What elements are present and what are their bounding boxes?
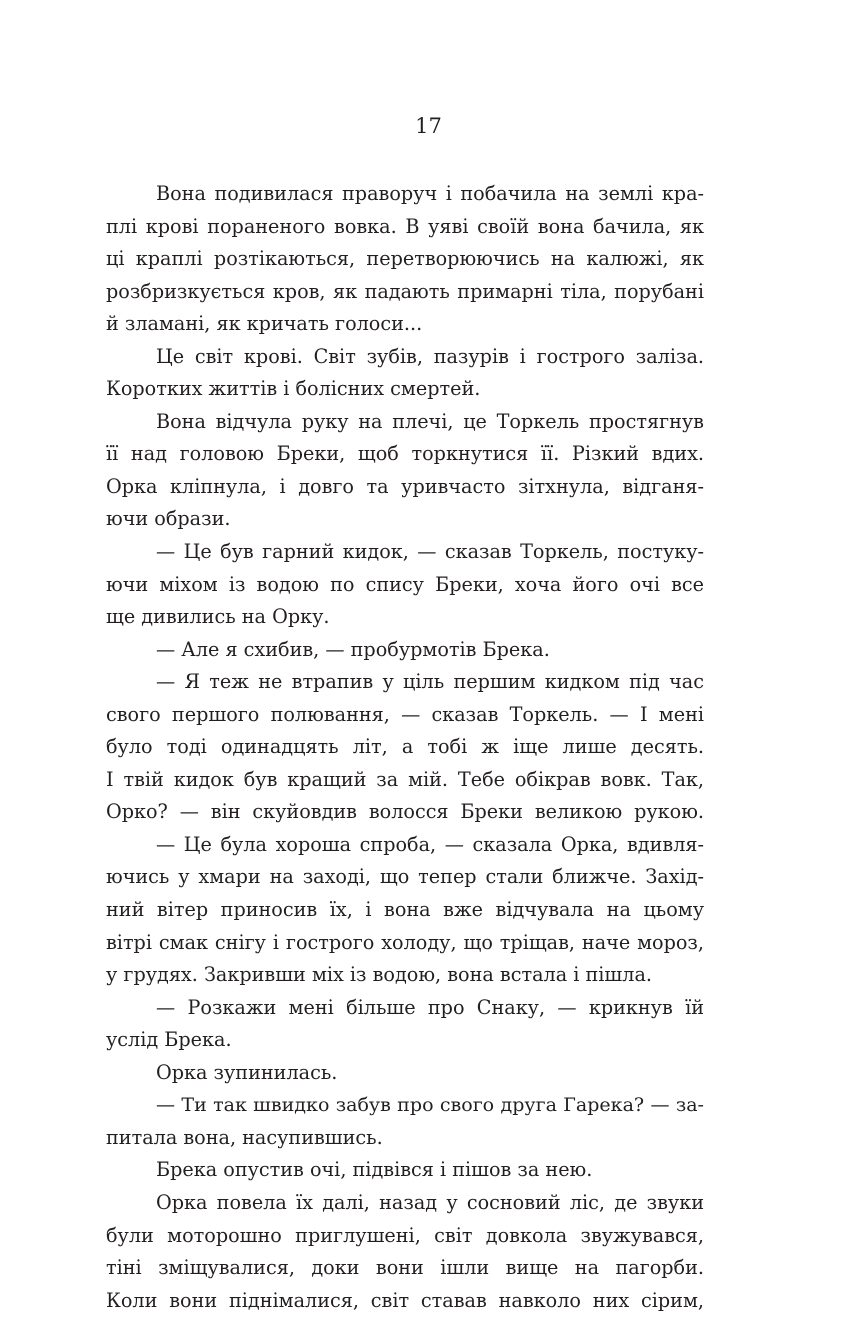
- text-line: було тоді одинадцять літ, а тобі ж іще лише десять.: [106, 735, 704, 759]
- text-line: Вона подивилася праворуч і побачила на землі кра-: [156, 182, 704, 205]
- text-line: ще дивились на Орку.: [106, 605, 330, 629]
- body-text: [106, 178, 704, 1317]
- text-line: Вона відчула руку на плечі, це Торкель простягнув: [156, 409, 704, 433]
- text-line: ючись у хмари на заході, що тепер стали ближче. Захід-: [106, 865, 704, 889]
- text-line: І твій кидок був кращий за мій. Тебе обікрав вовк. Так,: [106, 767, 704, 791]
- text-line: у грудях. Закривши міх із водою, вона встала і пішла.: [106, 963, 652, 987]
- text-line: — Ти так швидко забув про свого друга Гарека? — за-: [156, 1094, 704, 1117]
- text-line: питала вона, насупившись.: [106, 1125, 383, 1149]
- text-line: услід Брека.: [106, 1028, 232, 1052]
- text-line: — Але я схибив, — пробурмотів Брека.: [156, 637, 550, 661]
- text-line: — Це була хороша спроба, — сказала Орка, вдивля-: [156, 832, 704, 856]
- text-line: Орка повела їх далі, назад у сосновий ліс, де звуки: [156, 1190, 704, 1214]
- text-line: розбризкується кров, як падають примарні тіла, порубані: [106, 279, 704, 303]
- text-line: вітрі смак снігу і гострого холоду, що тріщав, наче мороз,: [106, 930, 704, 954]
- text-line: — Я теж не втрапив у ціль першим кидком під час: [156, 670, 704, 694]
- text-line: — Розкажи мені більше про Снаку, — крикнув їй: [156, 995, 704, 1019]
- text-line: тіні зміщувалися, доки вони ішли вище на пагорби.: [106, 1256, 704, 1280]
- text-line: ний вітер приносив їх, і вона вже відчувала на цьому: [106, 898, 704, 922]
- text-line: ці краплі розтікаються, перетворюючись на калюжі, як: [106, 247, 704, 271]
- text-line: — Це був гарний кидок, — сказав Торкель, постуку-: [156, 540, 704, 564]
- text-line: ючи образи.: [106, 507, 231, 531]
- text-line: Брека опустив очі, підвівся і пішов за нею.: [156, 1158, 593, 1182]
- text-line: свого першого полювання, — сказав Торкель. — І мені: [106, 702, 704, 726]
- text-line: Це світ крові. Світ зубів, пазурів і гострого заліза.: [156, 344, 704, 368]
- text-line: Орка зупинилась.: [156, 1060, 338, 1084]
- text-line: й зламані, як кричать голоси...: [106, 312, 423, 336]
- text-line: її над головою Бреки, щоб торкнутися її. Різкий вдих.: [106, 442, 704, 466]
- text-line: ючи міхом із водою по спису Бреки, хоча його очі все: [106, 572, 704, 596]
- text-line: Коротких життів і болісних смертей.: [106, 377, 481, 401]
- text-line: були моторошно приглушені, світ довкола звужувався,: [106, 1223, 704, 1247]
- text-line: Орко? — він скуйовдив волосся Бреки великою рукою.: [106, 800, 704, 824]
- text-line: плі крові пораненого вовка. В уяві своїй вона бачила, як: [106, 214, 704, 238]
- text-line: Коли вони піднімалися, світ ставав навколо них сірим,: [106, 1288, 704, 1312]
- text-line: Орка кліпнула, і довго та уривчасто зітхнула, відганя-: [106, 474, 704, 498]
- page-number: 17: [415, 114, 442, 138]
